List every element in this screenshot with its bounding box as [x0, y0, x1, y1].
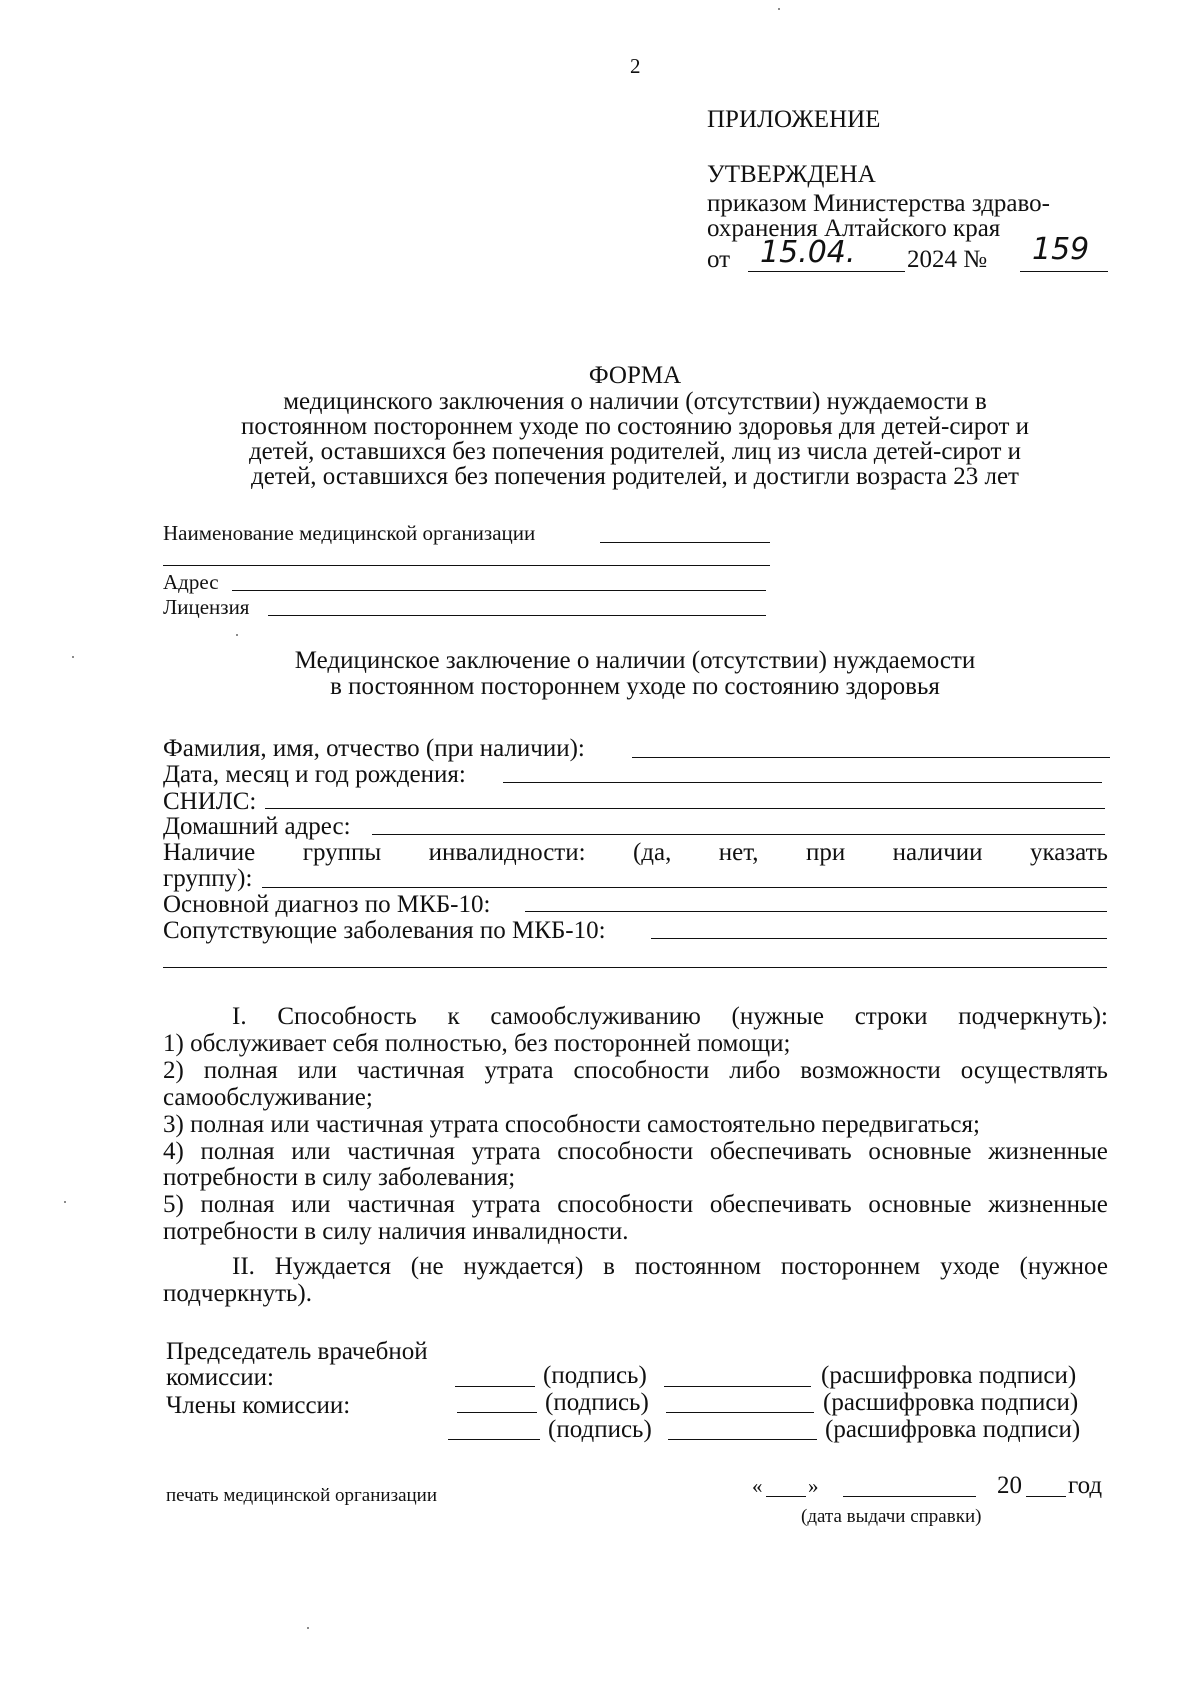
scan-speck — [64, 1201, 66, 1203]
section-1-word: строки — [854, 1003, 928, 1030]
section-1-word: подчеркнуть): — [958, 1003, 1108, 1030]
month-line[interactable] — [843, 1496, 976, 1497]
issue-date-caption: (дата выдачи справки) — [801, 1506, 982, 1527]
conclusion-title-line-1: Медицинское заключение о наличии (отсутствии) нуждаемости — [294, 647, 976, 674]
item-5-word: утрата — [471, 1191, 541, 1218]
form-title-line-3: детей, оставшихся без попечения родителей, лиц из числа детей-сирот и — [248, 438, 1022, 465]
address-label: Адрес — [163, 570, 219, 594]
form-title-line-1: медицинского заключения о наличии (отсутствии) нуждаемости в — [283, 388, 987, 415]
section-1-word: I. — [232, 1003, 247, 1030]
order-number-handwritten: 159 — [1032, 232, 1090, 267]
disability-word: нет, — [718, 839, 759, 866]
chairman-transcript-line[interactable] — [664, 1386, 811, 1387]
item-5-continuation: потребности в силу наличия инвалидности. — [163, 1218, 629, 1245]
item-5 — [163, 1191, 1108, 1218]
order-from-label: от — [707, 246, 731, 273]
form-title: ФОРМА — [588, 362, 682, 389]
item-2-word: 2) — [163, 1057, 184, 1084]
item-4 — [163, 1138, 1108, 1165]
section-2-word: Нуждается — [274, 1253, 391, 1280]
section-2-word: (не — [410, 1253, 444, 1280]
item-5-word: обеспечивать — [709, 1191, 852, 1218]
disability-word: инвалидности: — [428, 839, 586, 866]
section-1-word: (нужные — [731, 1003, 824, 1030]
disability-group-line[interactable] — [262, 887, 1107, 888]
item-4-word: полная — [200, 1138, 275, 1165]
comorbidities-label: Сопутствующие заболевания по МКБ-10: — [163, 917, 606, 944]
item-4-word: основные — [868, 1138, 972, 1165]
main-diagnosis-label: Основной диагноз по МКБ-10: — [163, 891, 491, 918]
organization-name-line-2[interactable] — [163, 565, 770, 566]
signature-caption: (подпись) — [548, 1416, 652, 1443]
scan-speck — [778, 8, 780, 10]
disability-word: (да, — [632, 839, 672, 866]
order-date-underline — [748, 271, 905, 272]
approved-heading: УТВЕРЖДЕНА — [707, 161, 876, 188]
signature-caption: (подпись) — [545, 1389, 649, 1416]
quote-open: « — [752, 1474, 763, 1498]
section-2-word: в — [603, 1253, 615, 1280]
order-line-2: охранения Алтайского края — [707, 215, 1001, 242]
item-4-word: или — [291, 1138, 331, 1165]
members-label: Члены комиссии: — [166, 1392, 351, 1419]
year-word: год — [1068, 1472, 1103, 1499]
organization-name-line[interactable] — [600, 542, 770, 543]
item-2-word: или — [297, 1057, 337, 1084]
year-line[interactable] — [1026, 1496, 1066, 1497]
item-2-word: способности — [573, 1057, 710, 1084]
item-1: 1) обслуживает себя полностью, без посторонней помощи; — [163, 1030, 791, 1057]
item-5-word: основные — [868, 1191, 972, 1218]
disability-group-label: группу): — [163, 865, 253, 892]
form-title-line-2: постоянном постороннем уходе по состоянию здоровья для детей-сирот и — [240, 413, 1030, 440]
disability-line — [163, 839, 1108, 866]
home-address-line[interactable] — [372, 834, 1105, 835]
page-number: 2 — [630, 54, 641, 78]
full-name-label: Фамилия, имя, отчество (при наличии): — [163, 735, 585, 762]
disability-word: группы — [302, 839, 382, 866]
section-1-word: Способность — [277, 1003, 417, 1030]
comorbidities-line[interactable] — [651, 938, 1107, 939]
member-1-transcript-line[interactable] — [666, 1412, 814, 1413]
scan-speck — [72, 656, 74, 658]
item-2-word: полная — [203, 1057, 278, 1084]
quote-close: » — [808, 1474, 819, 1498]
section-1-word: самообслуживанию — [490, 1003, 701, 1030]
item-4-continuation: потребности в силу заболевания; — [163, 1164, 516, 1191]
item-4-word: частичная — [347, 1138, 455, 1165]
item-3: 3) полная или частичная утрата способности самостоятельно передвигаться; — [163, 1111, 980, 1138]
chairman-label-line-2: комиссии: — [166, 1364, 274, 1391]
snils-line[interactable] — [265, 808, 1105, 809]
license-label: Лицензия — [163, 595, 250, 619]
section-2-word: нуждается) — [463, 1253, 584, 1280]
item-4-word: 4) — [163, 1138, 184, 1165]
item-4-word: утрата — [471, 1138, 541, 1165]
license-line[interactable] — [268, 615, 766, 616]
disability-word: наличии — [892, 839, 983, 866]
item-2-word: утрата — [484, 1057, 554, 1084]
member-2-transcript-line[interactable] — [668, 1439, 817, 1440]
order-date-handwritten: 15.04. — [760, 235, 856, 270]
item-5-word: или — [291, 1191, 331, 1218]
item-2 — [163, 1057, 1108, 1084]
chairman-signature-line[interactable] — [455, 1386, 535, 1387]
item-4-word: обеспечивать — [709, 1138, 852, 1165]
item-5-word: способности — [557, 1191, 694, 1218]
form-title-line-4: детей, оставшихся без попечения родителей, и достигли возраста 23 лет — [251, 463, 1019, 490]
section-2-word: II. — [232, 1253, 255, 1280]
item-5-word: жизненные — [988, 1191, 1108, 1218]
section-2-word: уходе — [940, 1253, 1000, 1280]
order-year: 2024 № — [907, 246, 988, 273]
item-2-word: осуществлять — [960, 1057, 1108, 1084]
transcript-caption: (расшифровка подписи) — [825, 1416, 1081, 1443]
main-diagnosis-line[interactable] — [525, 911, 1107, 912]
disability-word: указать — [1029, 839, 1108, 866]
address-line[interactable] — [232, 590, 766, 591]
order-number-underline — [1020, 271, 1108, 272]
conclusion-title-line-2: в постоянном постороннем уходе по состоянию здоровья — [330, 673, 940, 700]
chairman-label-line-1: Председатель врачебной — [166, 1338, 428, 1365]
scan-speck — [236, 634, 238, 636]
item-2-word: возможности — [800, 1057, 941, 1084]
item-5-word: 5) — [163, 1191, 184, 1218]
section-1-heading — [232, 1003, 1108, 1030]
disability-word: Наличие — [163, 839, 256, 866]
item-5-word: полная — [200, 1191, 275, 1218]
organization-name-label: Наименование медицинской организации — [163, 521, 536, 545]
order-line-1: приказом Министерства здраво- — [707, 190, 1050, 217]
section-1-word: к — [447, 1003, 460, 1030]
signature-caption: (подпись) — [543, 1362, 647, 1389]
transcript-caption: (расшифровка подписи) — [823, 1389, 1079, 1416]
comorbidities-line-2[interactable] — [163, 967, 1107, 968]
section-2-word: постороннем — [780, 1253, 921, 1280]
section-2 — [232, 1253, 1108, 1280]
home-address-label: Домашний адрес: — [163, 813, 351, 840]
item-2-word: либо — [729, 1057, 781, 1084]
stamp-label: печать медицинской организации — [166, 1485, 438, 1506]
item-2-word: частичная — [356, 1057, 465, 1084]
snils-label: СНИЛС: — [163, 788, 257, 815]
member-2-signature-line[interactable] — [448, 1439, 540, 1440]
birth-date-label: Дата, месяц и год рождения: — [163, 761, 466, 788]
section-2-continuation: подчеркнуть). — [163, 1280, 312, 1307]
item-2-continuation: самообслуживание; — [163, 1084, 373, 1111]
item-5-word: частичная — [347, 1191, 455, 1218]
disability-word: при — [805, 839, 846, 866]
scan-speck — [307, 1627, 309, 1629]
appendix-heading: ПРИЛОЖЕНИЕ — [707, 106, 881, 133]
birth-date-line[interactable] — [503, 782, 1102, 783]
section-2-word: (нужное — [1019, 1253, 1108, 1280]
year-century: 20 — [997, 1472, 1022, 1499]
section-2-word: постоянном — [634, 1253, 762, 1280]
day-line[interactable] — [766, 1496, 806, 1497]
full-name-line[interactable] — [632, 757, 1110, 758]
transcript-caption: (расшифровка подписи) — [821, 1362, 1077, 1389]
item-4-word: способности — [557, 1138, 694, 1165]
member-1-signature-line[interactable] — [457, 1412, 537, 1413]
item-4-word: жизненные — [988, 1138, 1108, 1165]
